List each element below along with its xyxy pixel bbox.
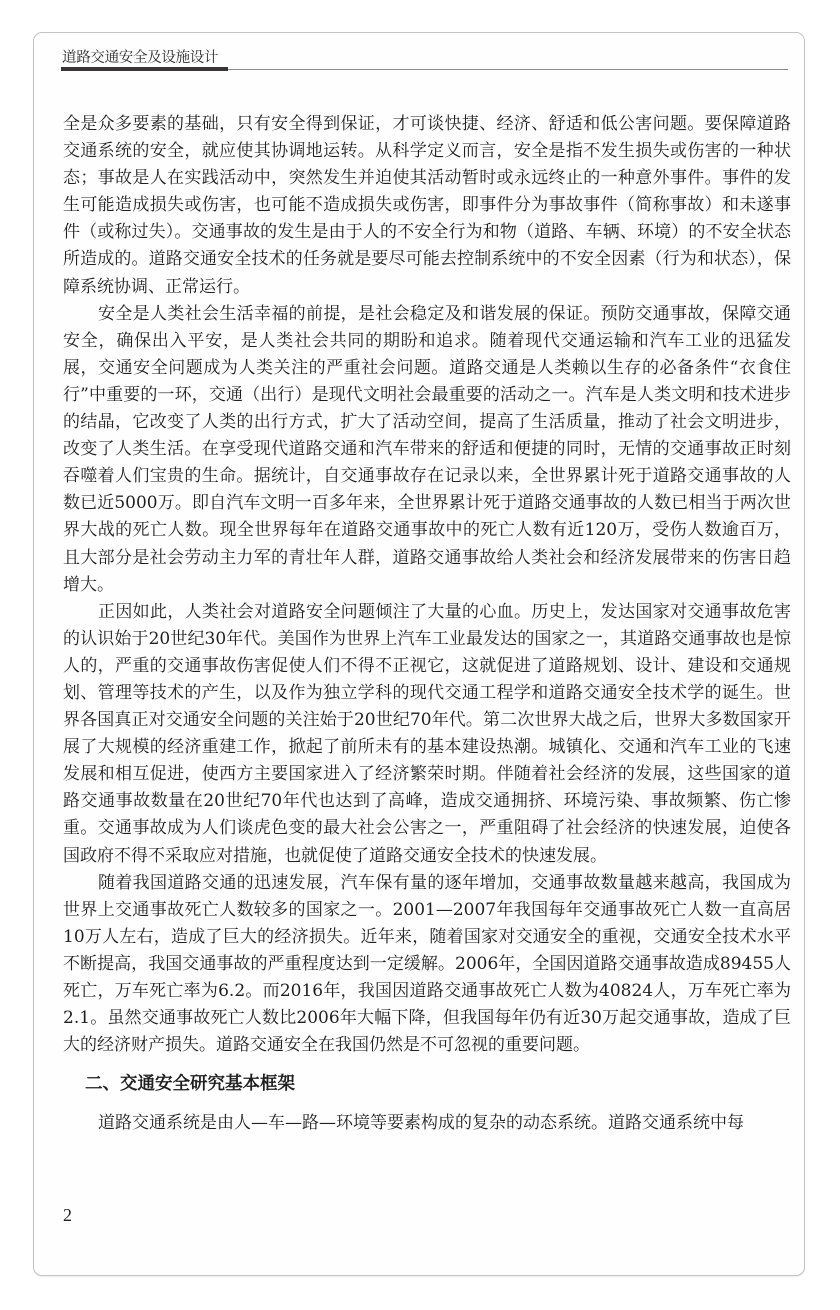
paragraph-2: 安全是人类社会生活幸福的前提，是社会稳定及和谐发展的保证。预防交通事故，保障交通安全，确保出入平安，是人类社会共同的期盼和追求。随着现代交通运输和汽车工业的迅猛发展，交通安全问题成为人类关注的严重社会问题。道路交通是人类赖以生存的必备条件“衣食住行”中重要的一环，交通（出行）是现代文明社会最重要的活动之一。汽车是人类文明和技术进步的结晶，它改变了人类的出行方式，扩大了活动空间，提高了生活质量，推动了社会文明进步，改变了人类生活。在享受现代道路交通和汽车带来的舒适和便捷的同时，无情的交通事故正时刻吞噬着人们宝贵的生命。据统计，自交通事故存在记录以来，全世界累计死于道路交通事故的人数已近5000万。即自汽车文明一百多年来，全世界累计死于道路交通事故的人数已相当于两次世界大战的死亡人数。现全世界每年在道路交通事故中的死亡人数有近120万，受伤人数逾百万，且大部分是社会劳动主力军的青壮年人群，道路交通事故给人类社会和经济发展带来的伤害日趋增大。	[63, 303, 791, 595]
header-rule-thin	[228, 69, 788, 70]
paragraph-1: 全是众多要素的基础，只有安全得到保证，才可谈快捷、经济、舒适和低公害问题。要保障道路交通系统的安全，就应使其协调地运转。从科学定义而言，安全是指不发生损失或伤害的一种状态；事故是人在实践活动中，突然发生并迫使其活动暂时或永远终止的一种意外事件。事件的发生可能造成损失或伤害，也可能不造成损失或伤害，即事件分为事故事件（简称事故）和未遂事件（或称过失）。交通事故的发生是由于人的不安全行为和物（道路、车辆、环境）的不安全状态所造成的。道路交通安全技术的任务就是要尽可能去控制系统中的不安全因素（行为和状态），保障系统协调、正常运行。	[63, 114, 791, 297]
section-paragraph: 道路交通系统是由人—车—路—环境等要素构成的复杂的动态系统。道路交通系统中每	[98, 1113, 744, 1134]
header-rule-thick	[61, 67, 228, 71]
running-header-title: 道路交通安全及设施设计	[62, 50, 219, 66]
section-heading: 二、交通安全研究基本框架	[85, 1074, 295, 1095]
paragraph-4: 随着我国道路交通的迅速发展，汽车保有量的逐年增加，交通事故数量越来越高，我国成为世界上交通事故死亡人数较多的国家之一。2001—2007年我国每年交通事故死亡人数一直高居10万人左右，造成了巨大的经济损失。近年来，随着国家对交通安全的重视，交通安全技术水平不断提高，我国交通事故的严重程度达到一定缓解。2006年，全国因道路交通事故造成89455人死亡，万车死亡率为6.2。而2016年，我国因道路交通事故死亡人数为40824人，万车死亡率为2.1。虽然交通事故死亡人数比2006年大幅下降，但我国每年仍有近30万起交通事故，造成了巨大的经济财产损失。道路交通安全在我国仍然是不可忽视的重要问题。	[63, 872, 791, 1056]
paragraph-3: 正因如此，人类社会对道路安全问题倾注了大量的心血。历史上，发达国家对交通事故危害的认识始于20世纪30年代。美国作为世界上汽车工业最发达的国家之一，其道路交通事故也是惊人的，严重的交通事故伤害促使人们不得不正视它，这就促进了道路规划、设计、建设和交通规划、管理等技术的产生，以及作为独立学科的现代交通工程学和道路交通安全技术学的诞生。世界各国真正对交通安全问题的关注始于20世纪70年代。第二次世界大战之后，世界大多数国家开展了大规模的经济重建工作，掀起了前所未有的基本建设热潮。城镇化、交通和汽车工业的飞速发展和相互促进，使西方主要国家进入了经济繁荣时期。伴随着社会经济的发展，这些国家的道路交通事故数量在20世纪70年代也达到了高峰，造成交通拥挤、环境污染、事故频繁、伤亡惨重。交通事故成为人们谈虎色变的最大社会公害之一，严重阻碍了社会经济的快速发展，迫使各国政府不得不采取应对措施，也就促使了道路交通安全技术的快速发展。	[63, 601, 791, 866]
page-number: 2	[63, 1205, 72, 1225]
body-text	[63, 111, 791, 1137]
